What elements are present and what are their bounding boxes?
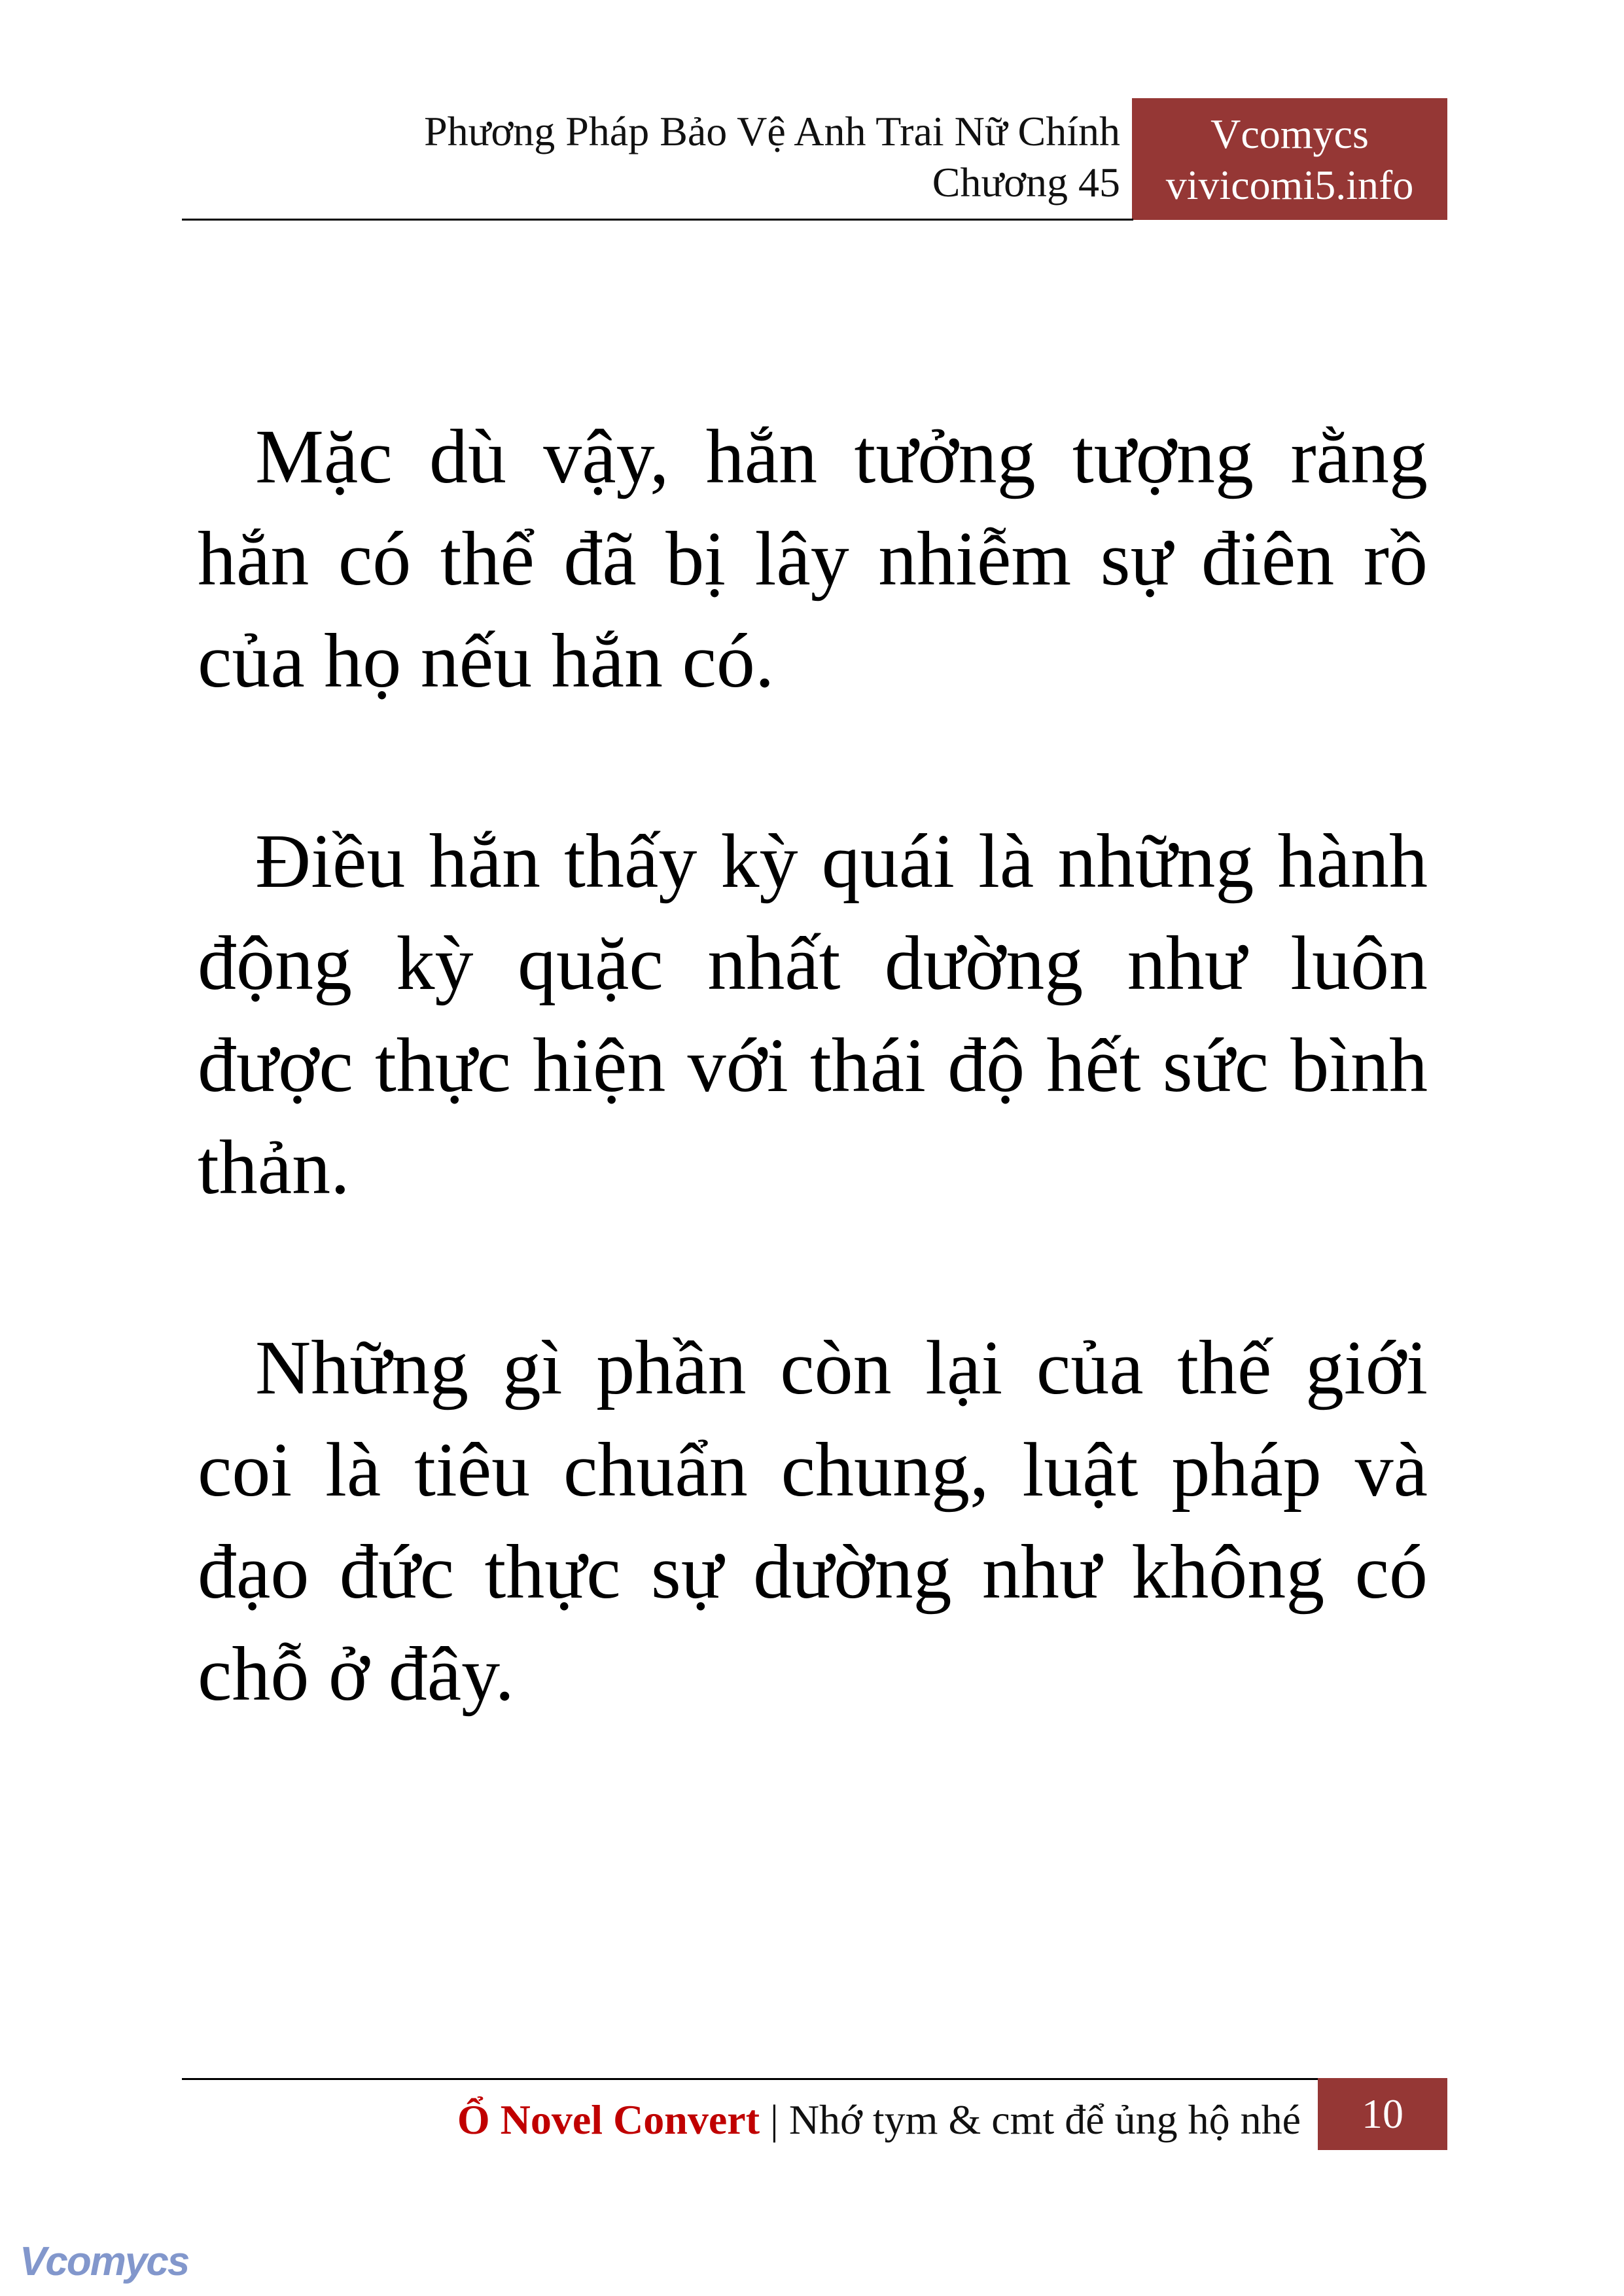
header-titles	[424, 106, 1120, 208]
page-number: 10	[1318, 2078, 1447, 2150]
chapter-label: Chương 45	[932, 159, 1120, 206]
footer-divider	[182, 2078, 1324, 2080]
footer-note: Nhớ tym & cmt để ủng hộ nhé	[788, 2096, 1301, 2143]
watermark-logo: Vcomycs	[20, 2239, 189, 2284]
footer-separator: |	[760, 2096, 789, 2143]
footer-brand: Ổ Novel Convert	[457, 2096, 760, 2143]
paragraph: Điều hắn thấy kỳ quái là những hành động kỳ quặc nhất dường như luôn được thực hiện với thái độ hết sức bình thản.	[198, 818, 1428, 1210]
paragraph: Mặc dù vậy, hắn tưởng tượng rằng hắn có thể đã bị lây nhiễm sự điên rồ của họ nếu hắn có.	[198, 414, 1428, 704]
site-url: vivicomi5.info	[1165, 162, 1414, 208]
page-header	[182, 98, 1447, 220]
header-divider	[182, 219, 1133, 221]
site-name: Vcomycs	[1210, 111, 1369, 157]
page-footer	[457, 2092, 1301, 2148]
site-badge	[1132, 98, 1447, 220]
paragraph: Những gì phần còn lại của thế giới coi là tiêu chuẩn chung, luật pháp và đạo đức thực sự dường như không có chỗ ở đây.	[198, 1325, 1428, 1717]
book-title: Phương Pháp Bảo Vệ Anh Trai Nữ Chính	[424, 108, 1120, 154]
chapter-body	[198, 406, 1428, 1823]
